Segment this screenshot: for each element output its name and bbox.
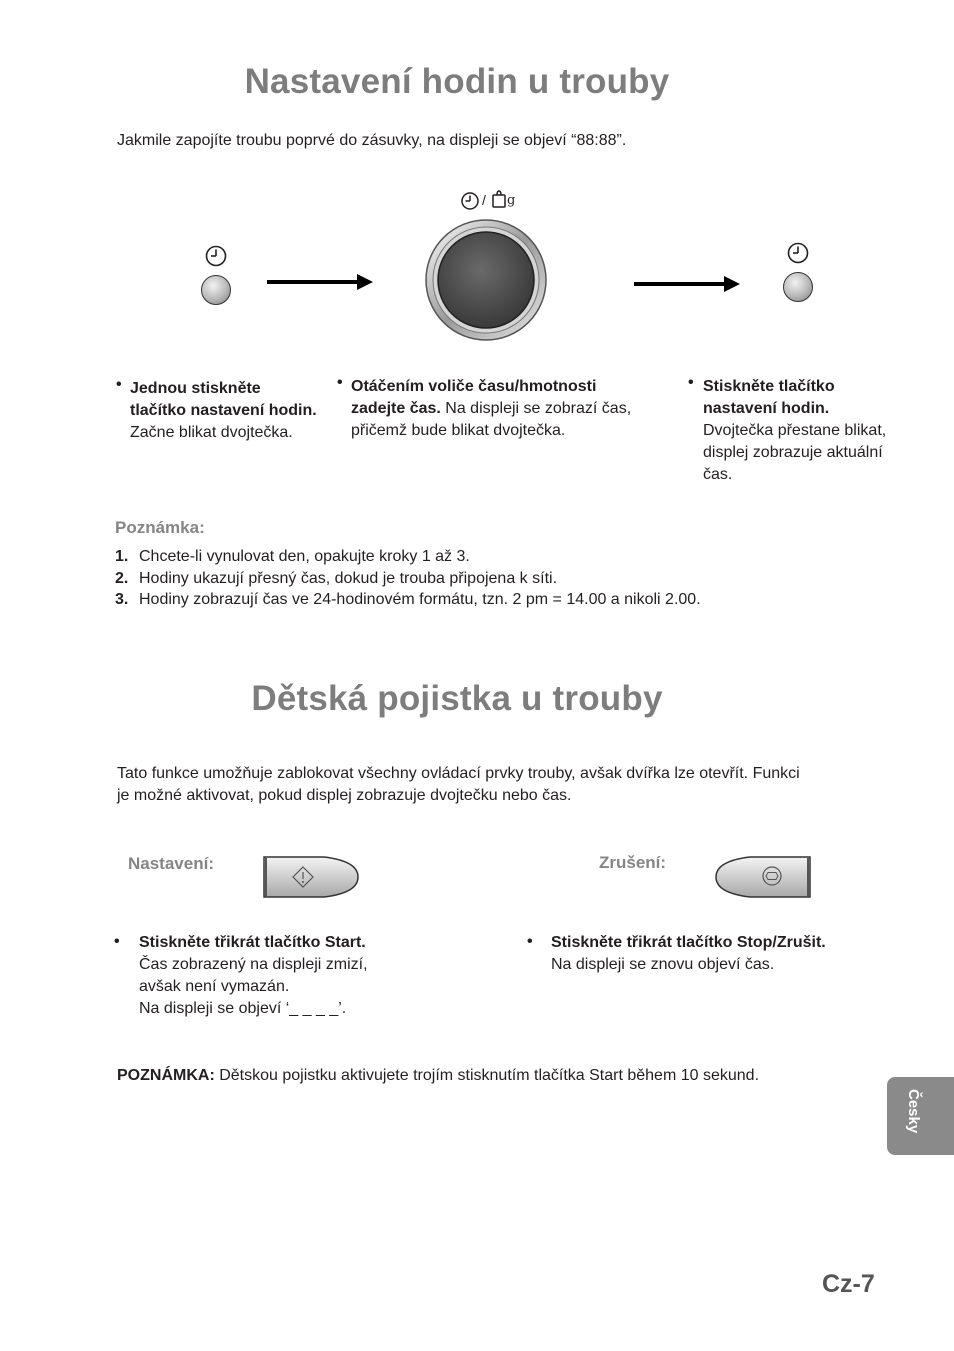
dial-label-unit: g — [507, 193, 516, 208]
bullet: • — [527, 933, 533, 950]
set-step-line-2: avšak není vymazán. — [139, 978, 290, 995]
step-2-bold: Otáčením voliče času/hmotnosti zadejte čas. — [351, 378, 597, 417]
note-heading: Poznámka: — [115, 518, 205, 537]
bullet: • — [116, 376, 122, 393]
stop-cancel-button[interactable] — [714, 855, 812, 899]
set-step-line-3: Na displeji se objeví ‘_ _ _ _’. — [139, 1000, 347, 1017]
bullet: • — [114, 933, 120, 950]
list-item: 3. Hodiny zobrazují čas ve 24-hodinovém formátu, tzn. 2 pm = 14.00 a nikoli 2.00. — [115, 591, 701, 608]
page-number: Cz-7 — [822, 1270, 875, 1298]
clock-icon — [205, 245, 227, 267]
clock-button[interactable] — [201, 275, 231, 305]
arrow-right-icon — [634, 282, 726, 286]
set-label: Nastavení: — [128, 854, 214, 873]
child-lock-note-text: Dětskou pojistku aktivujete trojím stisknutím tlačítka Start během 10 sekund. — [214, 1067, 760, 1084]
set-step — [139, 932, 499, 1020]
start-button[interactable] — [262, 855, 360, 899]
child-lock-note — [117, 1065, 759, 1087]
cancel-step-bold: Stiskněte třikrát tlačítko Stop/Zrušit. — [551, 934, 826, 951]
language-tab-label: Česky — [905, 1089, 922, 1134]
cancel-step — [551, 932, 891, 976]
step-3-text: Dvojtečka přestane blikat, displej zobrazuje aktuální čas. — [703, 422, 887, 483]
child-lock-note-label: POZNÁMKA: — [117, 1067, 215, 1084]
step-1-bold: Jednou stiskněte tlačítko nastavení hodin. — [130, 380, 317, 419]
clock-icon — [787, 242, 809, 264]
dial-label-slash: / — [482, 192, 486, 208]
clock-intro: Jakmile zapojíte troubu poprvé do zásuvky, na displeji se objeví “88:88”. — [117, 132, 627, 149]
clock-button[interactable] — [783, 272, 813, 302]
set-step-bold: Stiskněte třikrát tlačítko Start. — [139, 934, 366, 951]
page-title-clock: Nastavení hodin u trouby — [244, 62, 670, 101]
list-item: 1. Chcete-li vynulovat den, opakujte kroky 1 až 3. — [115, 548, 470, 565]
cancel-label: Zrušení: — [599, 853, 667, 872]
page-title-child-lock: Dětská pojistka u trouby — [251, 679, 663, 718]
time-weight-dial[interactable] — [424, 218, 548, 342]
step-3-bold: Stiskněte tlačítko nastavení hodin. — [703, 378, 835, 417]
bullet: • — [337, 374, 343, 391]
clock-diagram — [0, 185, 954, 345]
arrow-right-icon — [267, 280, 359, 284]
notes-list — [115, 546, 875, 611]
step-1-text: Začne blikat dvojtečka. — [130, 424, 293, 441]
clock-icon — [459, 190, 481, 212]
child-lock-intro — [117, 763, 887, 807]
bullet: • — [688, 374, 694, 391]
step-2 — [351, 376, 651, 442]
step-3 — [703, 376, 893, 486]
child-lock-intro-line-1: Tato funkce umožňuje zablokovat všechny ovládací prvky trouby, avšak dvířka lze otevřít. Funkci — [117, 765, 800, 782]
step-1 — [130, 378, 320, 444]
step-2-text: Na displeji se zobrazí čas, přičemž bude blikat dvojtečka. — [351, 400, 632, 439]
list-item: 2. Hodiny ukazují přesný čas, dokud je trouba připojena k síti. — [115, 569, 558, 587]
weight-icon — [491, 189, 507, 209]
cancel-step-text: Na displeji se znovu objeví čas. — [551, 956, 775, 973]
language-tab — [887, 1077, 954, 1155]
child-lock-intro-line-2: je možné aktivovat, pokud displej zobrazuje dvojtečku nebo čas. — [117, 787, 572, 804]
set-step-line-1: Čas zobrazený na displeji zmizí, — [139, 956, 368, 973]
